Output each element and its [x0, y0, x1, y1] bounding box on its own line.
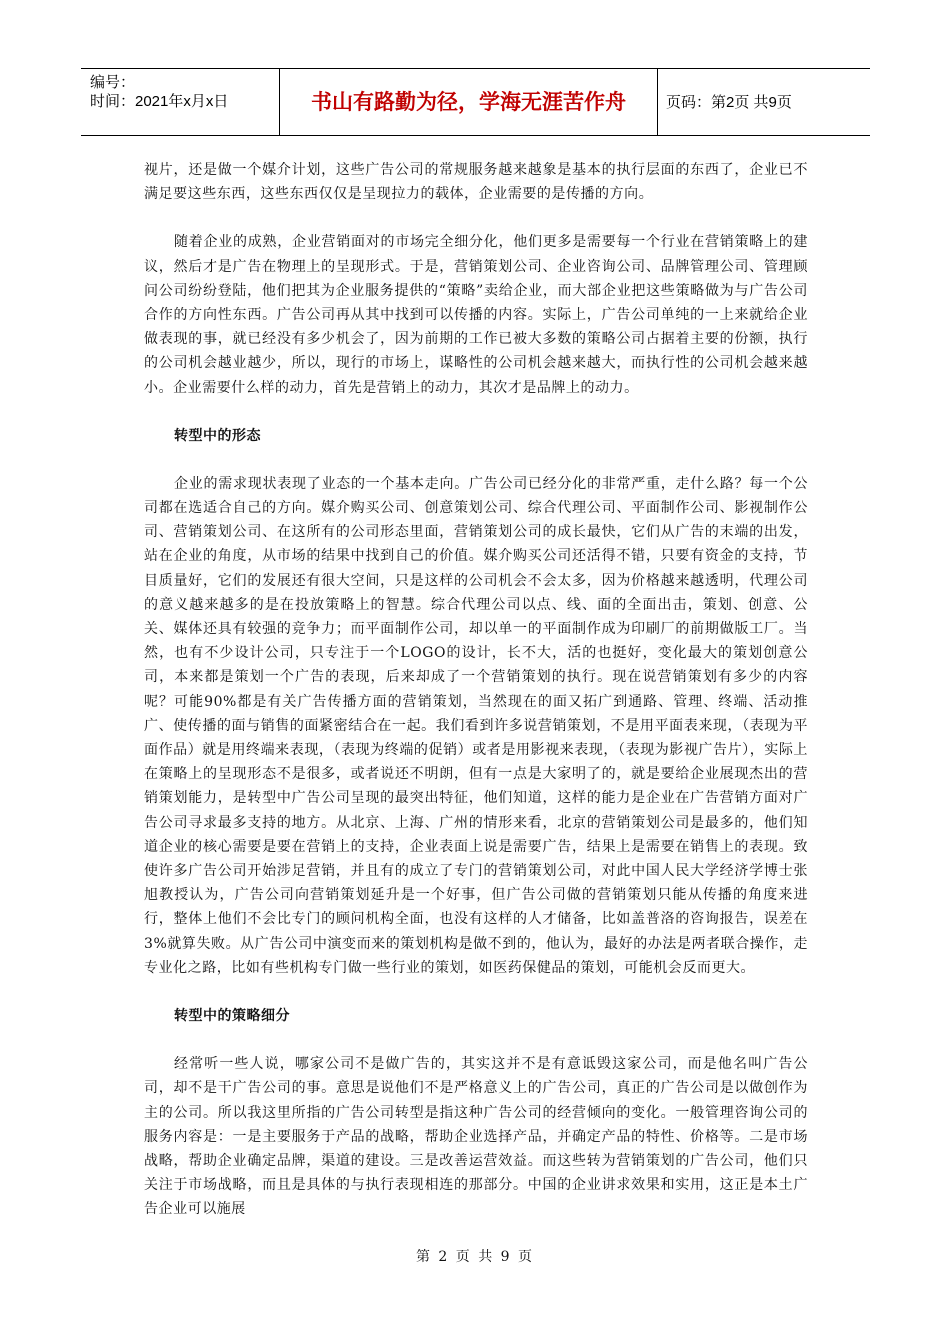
header-meta: [90, 73, 228, 111]
header-divider-right: [657, 69, 658, 136]
page-header: [81, 68, 870, 136]
paragraph-continuation: 视片，还是做一个媒介计划，这些广告公司的常规服务越来越象是基本的执行层面的东西了，企业已不满足要这些东西，这些东西仅仅是呈现拉力的载体，企业需要的是传播的方向。: [144, 162, 808, 203]
section-heading-transformation-forms: 转型中的形态: [174, 427, 261, 444]
section-heading-strategy-segmentation: 转型中的策略细分: [174, 1008, 290, 1025]
document-time-label: 时间：2021年x月x日: [90, 93, 229, 110]
header-motto: 书山有路勤为径，学海无涯苦作舟: [311, 90, 626, 114]
document-number-label: 编号：: [90, 74, 136, 91]
page-footer: 第 2 页 共 9 页: [415, 1249, 535, 1265]
document-body: [144, 158, 808, 1222]
paragraph-strategy-segmentation: 经常听一些人说，哪家公司不是做广告的，其实这并不是有意诋毁这家公司，而是他名叫广告公司，却不是干广告公司的事。意思是说他们不是严格意义上的广告公司，真正的广告公司是以做创作为主的公司。所以我这里所指的广告公司转型是指这种广告公司的经营倾向的变化。一般管理咨询公司的服务内容是：一是主要服务于产品的战略，帮助企业选择产品，并确定产品的特性、价格等。二是市场战略，帮助企业确定品牌，渠道的建设。三是改善运营效益。而这些转为营销策划的广告公司，他们只关注于市场战略，而且是具体的与执行表现相连的那部分。中国的企业讲求效果和实用，这正是本土广告企业可以施展: [144, 1056, 808, 1218]
paragraph-market-segmentation: 随着企业的成熟，企业营销面对的市场完全细分化，他们更多是需要每一个行业在营销策略上的建议，然后才是广告在物理上的呈现形式。于是，营销策划公司、企业咨询公司、品牌管理公司、管理顾问公司纷纷登陆，他们把其为企业服务提供的“策略”卖给企业，而大部企业把这些策略做为与广告公司合作的方向性东西。广告公司再从其中找到可以传播的内容。实际上，广告公司单纯的一上来就给企业做表现的事，就已经没有多少机会了，因为前期的工作已被大多数的策略公司占据着主要的份额，执行的公司机会越业越少，所以，现行的市场上，谋略性的公司机会越来越大，而执行性的公司机会越来越小。企业需要什么样的动力，首先是营销上的动力，其次才是品牌上的动力。: [144, 234, 808, 396]
paragraph-industry-forms: 企业的需求现状表现了业态的一个基本走向。广告公司已经分化的非常严重，走什么路？每一个公司都在选适合自己的方向。媒介购买公司、创意策划公司、综合代理公司、平面制作公司、影视制作公司、营销策划公司、在这所有的公司形态里面，营销策划公司的成长最快，它们从广告的末端的出发，站在企业的角度，从市场的结果中找到自己的价值。媒介购买公司还活得不错，只要有资金的支持，节目质量好，它们的发展还有很大空间，只是这样的公司机会不会太多，因为价格越来越透明，代理公司的意义越来越多的是在投放策略上的智慧。综合代理公司以点、线、面的全面出击，策划、创意、公关、媒体还具有较强的竞争力；而平面制作公司，却以单一的平面制作成为印刷厂的前期做版工厂。当然，也有不少设计公司，只专注于一个LOGO的设计，长不大，活的也挺好，变化最大的策划创意公司，本来都是策划一个广告的表现，后来却成了一个营销策划的执行。现在说营销策划有多少的内容呢？可能90%都是有关广告传播方面的营销策划，当然现在的面又拓广到通路、管理、终端、活动推广、使传播的面与销售的面紧密结合在一起。我们看到许多说营销策划，不是用平面表来现，（表现为平面作品）就是用终端来表现，（表现为终端的促销）或者是用影视来表现，（表现为影视广告片），实际上在策略上的呈现形态不是很多，或者说还不明朗，但有一点是大家明了的，就是要给企业展现杰出的营销策划能力，是转型中广告公司呈现的最突出特征，他们知道，这样的能力是企业在广告营销方面对广告公司寻求最多支持的地方。从北京、上海、广州的情形来看，北京的营销策划公司是最多的，他们知道企业的核心需要是要在营销上的支持，企业表面上说是需要广告，结果上是需要在销售上的表现。致使许多广告公司开始涉足营销，并且有的成立了专门的营销策划公司，对此中国人民大学经济学博士张旭教授认为，广告公司向营销策划延升是一个好事，但广告公司做的营销策划只能从传播的角度来进行，整体上他们不会比专门的顾问机构全面，也没有这样的人才储备，比如盖普洛的咨询报告，误差在3%就算失败。从广告公司中演变而来的策划机构是做不到的，他认为，最好的办法是两者联合操作，走专业化之路，比如有些机构专门做一些行业的策划，如医药保健品的策划，可能机会反而更大。: [144, 475, 808, 976]
header-page-number: 页码：第2页 共9页: [666, 94, 792, 111]
